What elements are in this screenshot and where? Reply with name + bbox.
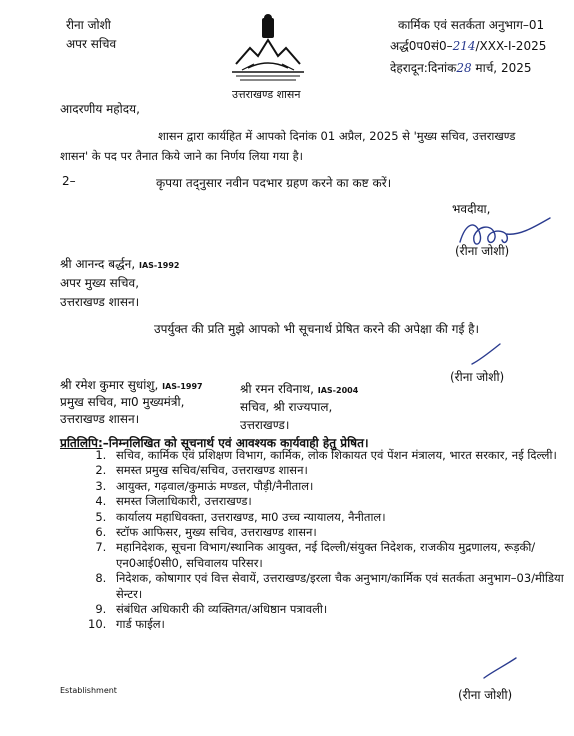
addressee-office: उत्तराखण्ड शासन। xyxy=(60,295,140,309)
list-item: 10. गार्ड फाईल। xyxy=(110,617,574,632)
paragraph-2-number: 2– xyxy=(62,174,76,188)
sender-name: रीना जोशी xyxy=(66,18,111,32)
salutation: आदरणीय महोदय, xyxy=(60,102,140,116)
signature-2 xyxy=(466,340,506,370)
sender-designation: अपर सचिव xyxy=(66,37,117,51)
list-item: 2. समस्त प्रमुख सचिव/सचिव, उत्तराखण्ड शासन। xyxy=(110,463,574,478)
cc-right-office: उत्तराखण्ड। xyxy=(240,418,290,432)
reference-number xyxy=(390,37,546,54)
list-item: 6. स्टॉफ आफिसर, मुख्य सचिव, उत्तराखण्ड शासन। xyxy=(110,525,574,540)
cc-right-name xyxy=(240,380,358,397)
distribution-list xyxy=(82,448,574,633)
state-emblem-icon xyxy=(228,12,308,84)
cc-left-service: IAS-1997 xyxy=(162,382,203,391)
cc-left-office: उत्तराखण्ड शासन। xyxy=(60,412,140,426)
addressee-service: IAS-1992 xyxy=(138,261,180,270)
addressee-name xyxy=(60,255,180,272)
ref-prefix: अर्द्ध0प0सं0– xyxy=(390,39,453,53)
ref-number-handwritten: 214 xyxy=(452,39,476,53)
date-day-handwritten: 28 xyxy=(456,61,472,75)
valediction: भवदीया, xyxy=(452,202,491,216)
signer-name-3: (रीना जोशी) xyxy=(458,688,513,702)
ref-suffix: /XXX-I-2025 xyxy=(475,39,547,53)
emblem-caption: उत्तराखण्ड शासन xyxy=(232,88,301,101)
cc-right-name-text: श्री रमन रविनाथ, xyxy=(240,382,314,396)
distribution-label: प्रतिलिपि: xyxy=(60,436,103,450)
body-paragraph-1: शासन द्वारा कार्यहित में आपको दिनांक 01 अप्रैल, 2025 से 'मुख्य सचिव, उत्तराखण्ड शासन' के पद पर तैनात किये जाने का निर्णय लिया गया है। xyxy=(60,129,516,163)
list-item: 3. आयुक्त, गढ़वाल/कुमाऊं मण्डल, पौड़ी/नैनीताल। xyxy=(110,479,574,494)
cc-right-service: IAS-2004 xyxy=(317,386,359,395)
signature-3 xyxy=(480,656,520,686)
date-suffix: मार्च, 2025 xyxy=(471,61,532,75)
copy-note: उपर्युक्त की प्रति मुझे आपको भी सूचनार्थ प्रेषित करने की अपेक्षा की गई है। xyxy=(154,322,480,336)
date-prefix: देहरादून:दिनांक xyxy=(390,61,457,75)
list-item: 7. महानिदेशक, सूचना विभाग/स्थानिक आयुक्त, नई दिल्ली/संयुक्त निदेशक, राजकीय मुद्रणालय, रूड़की/एन0आई0सी0, सचिवालय परिसर। xyxy=(110,540,574,571)
signer-name: (रीना जोशी) xyxy=(455,244,510,258)
cc-left-name-text: श्री रमेश कुमार सुधांशु, xyxy=(60,378,159,392)
letter-date xyxy=(390,59,531,76)
body-paragraph-2: कृपया तद्नुसार नवीन पदभार ग्रहण करने का कष्ट करें। xyxy=(156,176,392,190)
list-item: 9. संबंधित अधिकारी की व्यक्तिगत/अधिष्ठान पत्रावली। xyxy=(110,602,574,617)
list-item: 1. सचिव, कार्मिक एवं प्रशिक्षण विभाग, कार्मिक, लोक शिकायत एवं पेंशन मंत्रालय, भारत सरकार, नई दिल्ली। xyxy=(110,448,574,463)
cc-right-designation: सचिव, श्री राज्यपाल, xyxy=(240,400,333,414)
establishment-label: Establishment xyxy=(60,686,117,695)
addressee-name-text: श्री आनन्द बर्द्धन, xyxy=(60,257,136,271)
distribution-heading-text: –निम्नलिखित को सूचनार्थ एवं आवश्यक कार्यवाही हेतु प्रेषित। xyxy=(102,436,369,450)
cc-left-designation: प्रमुख सचिव, मा0 मुख्यमंत्री, xyxy=(60,395,185,409)
cc-left-name xyxy=(60,376,203,393)
list-item: 4. समस्त जिलाधिकारी, उत्तराखण्ड। xyxy=(110,494,574,509)
list-item: 5. कार्यालय महाधिवक्ता, उत्तराखण्ड, मा0 उच्च न्यायालय, नैनीताल। xyxy=(110,510,574,525)
signer-name-2: (रीना जोशी) xyxy=(450,370,505,384)
department-section: कार्मिक एवं सतर्कता अनुभाग–01 xyxy=(398,18,545,32)
list-item: 8. निदेशक, कोषागार एवं वित्त सेवायें, उत्तराखण्ड/इरला चैक अनुभाग/कार्मिक एवं सतर्कता अनुभाग–03/मीडिया सेन्टर। xyxy=(110,571,574,602)
addressee-designation: अपर मुख्य सचिव, xyxy=(60,276,140,290)
